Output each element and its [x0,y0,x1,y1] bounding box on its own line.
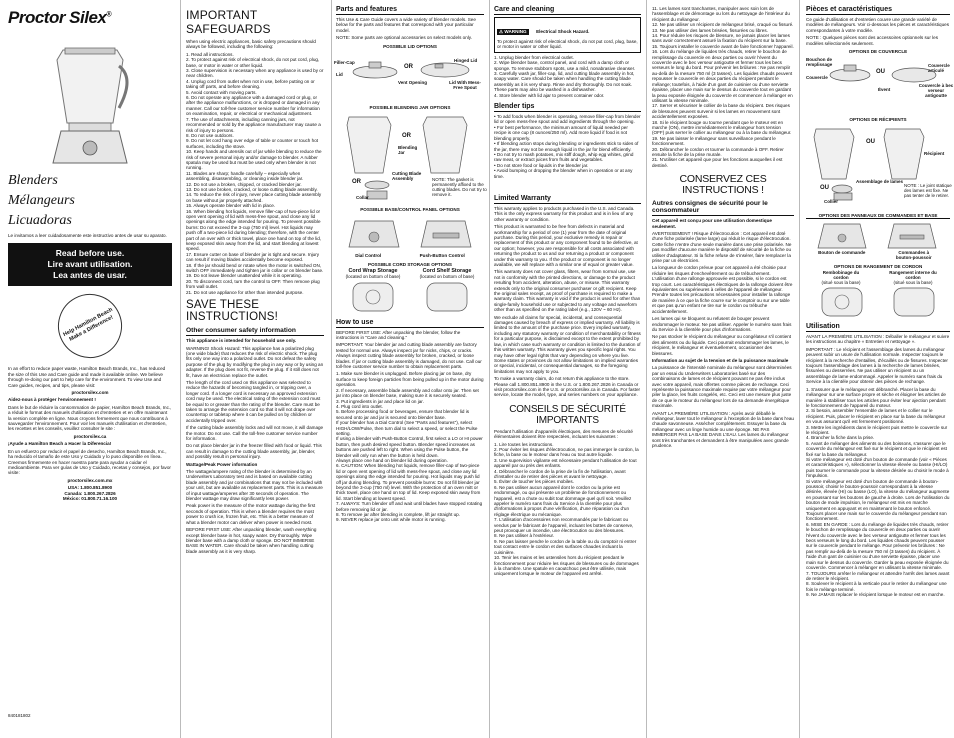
safeguard-item: 2. To protect against risk of electrical shock, do not put cord, plug, base, or motor in water or other liquid. [186,57,320,68]
label-or: OR [404,63,413,70]
fr-safeguard-item: 21. N'utiliser cet appareil que pour les fonctions auxquelles il est destiné. [652,157,783,168]
howto-step: If using a blender with Push-Button Control, first select a LO or HI power button, then push desired speed button. Blender speed increases as buttons are pushed left to right. When using the Pulse button, the blender will only run when the button is held down. [336,436,483,458]
fr-safeguard-item: 12. Ne pas utiliser un récipient de mélangeur brisé, craqué ou fissuré. [652,22,794,28]
howto-step: 7. ALWAYS: Turn blender off and wait until blades have stopped rotating before removing lid or jar. [336,501,483,512]
online-note-fr: Dans le but de réduire la consommation de papier, Hamilton Beach Brands, Inc., a réduit le format des manuels d'utilisation et d'entretien et en offre maintenant la version complète en ligne. Nous croyons fermement que nous contribuons à sauvegarder l'environnement. Pour voir les manuels d'utilisation et d'entretien, les recettes et les conseils, veuillez consulter le site : [8,404,172,432]
fr-use-step: 2. Si besoin, assembler l'ensemble de lames et le collier sur le récipient. Puis, placer le récipient en place sur la base du mélangeur en vous assurant qu'il est fermement positionné. [806,408,946,425]
tip-item: • If blending action stops during blending or ingredients stick to sides of the jar, there may not be enough liquid in the jar for blend efficiently. [494,141,639,152]
badge-text: Help Hamilton Beach Make a Difference! [62,307,115,344]
care-step: 4. Store blender with lid ajar to prevent container odor. [494,92,605,98]
fr-save-title: CONSERVEZ CES INSTRUCTIONS ! [679,173,767,197]
fr-cord-note: La longueur de cordon prévue pour cet appareil a été choisie pour réduire les risques d'enchevêtrement ou de trébuchement. L'utilisation d'une rallonge approuvée est possible, si le cordon est trop court. Les caractéristiques électriques de la rallonge doivent être équivalentes ou supérieures à celles de l'appareil de mélangeur. Prendre toutes les précautions nécessaires pour installer la rallonge de manière à ce que la fiche courre sur le comptoir ou sur une table et que pas qu'un enfant ne tire sur le cordon ou trébuche accidentellement. [652,265,793,314]
safeguard-item: 12. Do not use a broken, chipped, or cracked blender jar. [186,181,302,187]
title-fr: Mélangeurs [8,193,75,208]
phone-canada: Canada: 1.800.267.2826 [64,490,116,496]
label-cutting-blade: Cutting Blade Assembly [392,170,422,181]
howto-step: 6. CAUTION: When blending hot liquids, remove filler-cap of two-piece lid or open vent opening of lid with mess-free spout, and close any lid openings along the edge intended for pouring. Hot liquids may push lid off jar during blending. To prevent possible burns: Do not fill blender jar beyond the 3-cup (750 ml) level. With the protection of an oven mitt or thick towel, place one hand on top of lid. Keep exposed skin away from lid. Start blending at lowest speed. [336,463,481,501]
fr-use-step: 4. Brancher la fiche dans la prise. [806,435,875,441]
label-mess-free-lid: Lid With Mess-Free Spout [449,79,481,90]
care-steps [494,55,641,98]
other-safety-heading: Other consumer safety information [186,327,324,336]
label-filler-cap: Filler-Cap [334,59,355,65]
fr-panel-options-heading: OPTIONS DES PANNEAUX DE COMMANDES ET BASE [806,213,950,219]
polarized-plug-note: WARNING! Shock Hazard: This appliance has a polarized plug (one wide blade) that reduces the risk of electric shock. The plug fits only one way into a polarized outlet. Do not defeat the safety purpose of the plug by modifying the plug in any way or by using an adapter. If the plug does not fit, reverse the plug. If it still does not fit, have an electrician replace the outlet. [186,345,324,378]
document-code: 840181802 [8,713,31,718]
fr-lid-options-heading: OPTIONS DE COUVERCLE [848,49,908,55]
fr-use-steps [806,387,950,598]
label-or-jar: OR [402,132,411,139]
lid-options-heading: POSSIBLE LID OPTIONS [383,43,437,49]
howto-step: 9. NEVER replace jar onto unit while motor is running. [336,517,446,523]
fr-wattage-heading: Information au sujet de la tension et de la puissance maximale [652,357,789,363]
phone-usa: USA: 1.800.851.8900 [67,485,113,491]
url-es-text: proctorsilex.com.mx [67,477,113,483]
fr-other-safety-heading: Autres consignes de sécurité pour le consommateur [652,200,794,216]
tip-item: • Do not store food or liquids in the blender jar. [494,162,589,168]
warning-heading: Electrical Shock Hazard. [536,29,590,34]
url-fr-text: proctorsilex.ca [73,433,107,439]
read-en: Read before use. [55,248,125,259]
fr-safeguard-item: 13. Ne pas utiliser des lames brisées, fissurées ou libres. [652,27,768,33]
fr-label-filler-cap: Bouchon de remplissage [806,57,833,68]
fr-safeguard-item: 15. Toujours installer le couvercle avant de faire fonctionner l'appareil. [652,43,794,49]
household-use-note: This appliance is intended for household use only. [186,338,297,344]
howto-step: Always place one hand on blender lid during operation. [336,457,448,463]
fr-use-step: 3. Mettre les ingrédients dans le récipient puis mettre le couvercle sur le récipient. [806,424,948,435]
fr-label-lid: Couvercle [806,75,828,81]
safeguard-item: 1. Read all instructions. [186,51,234,57]
fr-safeguards-list-continued [652,6,794,168]
fr-safeguard-item: 2. Pour éviter les risques d'électrocution, ne pas immerger le cordon, la fiche, la base ou le moteur dans l'eau ou tout autre liquide. [494,446,639,458]
safeguard-item: 14. To reduce the risk of injury, never place cutting blade assembly on base without jar properly attached. [186,192,322,203]
fr-cord-wrap-block [817,270,865,285]
fr-use-step: Toujours placer une main sur le couvercle du mélangeur pendant son fonctionnement. [806,511,947,522]
fr-gasket-note: NOTE : Le joint statique des lames est fixe. Ne pas tenter de le retirer. [904,183,952,199]
fr-label-mess-free-lid: Couvercle à bec verseur antigoutte [918,83,954,99]
howto-important: IMPORTANT: Your blender jar and cutting blade assembly are factory tested for normal use. Always inspect jar for nicks, chips, or cracks. Always inspect cutting blade assembly for broken, cracked, or loose blades. If jar or cutting blade assembly is damaged, do not use. Call our toll-free customer service number to obtain replacement parts. [336,342,482,370]
fr-safeguard-item: 1. Lire toutes les instructions. [494,441,554,447]
howto-step: If your blender has a Dial Control (See "Parts and features"), select HIGH/LOW/Pulse, then turn dial to select a speed, or select the Pulse setting. [336,420,478,436]
parts-title: Parts and features [336,6,484,15]
howto-step: 1. Make sure blender is unplugged. Before placing jar on base, dry surface to keep foreign particles from being pulled up in the motor during operation. [336,371,484,388]
wattage-heading: Wattage/Peak Power information [186,461,258,467]
label-lid: Lid [336,71,343,77]
fr-parts-note: NOTE : Quelques pièces sont des accessoires optionnels sur les modèles sélectionnés seulement. [806,35,939,46]
fr-safeguards-title: CONSEILS DE SÉCURITÉ IMPORTANTS [509,403,626,426]
safeguard-item: 13. Do not use broken, cracked, or loose cutting blade assembly. [186,186,318,192]
fr-use-step: 8. Soulever le récipient à la verticale pour le retirer du mélangeur une fois le mélange terminé. [806,581,947,592]
tips-title: Blender tips [494,103,641,112]
read-before-use-box [8,243,172,286]
fr-cord-shelf-block [887,270,939,285]
parts-column [332,0,488,738]
cord-wrap-block [346,268,401,279]
safeguards-column [180,0,330,738]
warranty-title: Limited Warranty [494,195,641,204]
fr-panel-options-diagram [806,220,950,250]
safeguard-item: 4. Unplug cord from outlet when not in use, before putting on or taking off parts, and before cleaning. [186,78,315,90]
fr-safeguard-item: 16. Lors du mélange de liquides très chauds, retirer le bouchon de remplissage du couvercle en deux parties ou ouvrir l'évent du couvercle avec le bec verseur antigoutte et fermer tous les becs verseurs le long du bord. Pour prévenir les brûlures : Ne pas remplir au-delà de la mesure 750 ml (3 tasses). Les liquides chauds peuvent repousser le couvercle en deux parties du récipient pendant le mélange; toutefois, à l'aide d'un gant de cuisinier ou d'une serviette épaisse, placer une main sur le dessus du couvercle tout en gardant la peau exposée éloignée du couvercle et commencer à mélanger en utilisant la vitesse minimale. [652,49,793,103]
online-head-fr: Aidez-nous à protéger l'environnement ! [8,397,96,403]
warranty-p1: This warranty applies to products purchased in the U.S. and Canada. This is the only express warranty for this product and is in lieu of any other warranty or condition. [494,205,635,222]
url-en-text: proctorsilex.com [71,390,109,396]
fr-wattage-text: La puissance de l'intensité nominale du mélangeur sont déterminées par un essai du Underwriters Laboratories basé sur des combinaisons de lames et de récipient pouvant ne pas être inclus avec votre appareil, mais offertes comme pièces de rechange. Ceci représente la puissance maximale requise par votre mélangeur pour piler la glace, les fruits congelés, etc. Ceci est une mesure plus juste de ce que le moteur du mélangeur lors de sa demande énergétique maximale. [652,365,792,409]
read-es: Lea antes de usar. [53,270,127,281]
blender-illustration [35,38,145,168]
howto-steps [336,371,484,522]
label-cord-shelf-location: (located on bottom of base) [419,273,475,279]
fr-freezer-note: Ne pas stocker le récipient du mélangeur ou congélateur s'il contient des aliments ou du liquide. Ceci pourrait endommager les lames, le récipient, le mélangeur et éventuellement, occasionner des blessures. [652,334,792,356]
fr-safeguard-item: 9. Ne pas laisser pendre le cordon de la table ou du comptoir ni entrer tout contact entre le cordon et des surfaces chaudes incluant la cuisinière. [494,538,637,555]
tip-item: • To add foods when blender is operating, remove filler-cap from blender lid or open mess-free spout and add ingredients through the opening. [494,114,641,125]
freezer-note: Do not place blender jar in the freezer filled with food or liquid. This can result in damage to the cutting blade assembly, jar, blender, and possibly result in personal injury. [186,443,322,460]
fr-safeguard-item: 4. Débrancher le cordon de la prise de la fin de l'utilisation, avant d'installer ou de retirer des pièces et avant le nettoyage. [494,468,626,479]
fr-label-vent: Évent [878,87,891,93]
label-push-button-control: Push-Button Control [419,252,465,258]
fr-label-cord-wrap: Rembobinage du cordon [822,270,860,281]
difference-badge [47,283,134,370]
howto-step: 8. To remove jar after blending is complete, lift jar straight up. [336,512,461,518]
safeguard-item: 15. Always operate blender with lid in place. [186,203,276,209]
cord-options-heading: POSSIBLE CORD STORAGE OPTIONS [368,261,452,267]
url-fr[interactable] [8,434,172,439]
gasket-note: NOTE: The gasket is permanently affixed to the cutting blades. Do not try to remove it. [432,176,487,197]
safeguard-item: 20. To disconnect cord, turn the control to OFF. Then remove plug from wall outlet. [186,278,320,290]
howto-step: 5. Before processing food or beverages, ensure that blender lid is secured onto jar and jar is secured onto blender base. [336,409,470,420]
howto-first-use: BEFORE FIRST USE: After unpacking the blender, follow the instructions in "Care and cleaning." [336,329,461,341]
fr-polarized-note: AVERTISSEMENT ! Risque d'électrocution : Cet appareil est doté d'une fiche polarisée (lame large) qui réduit le risque d'électrocution. Cette fiche n'entre d'une seule manière dans une prise polarisée. Ne pas modifier d'aucune manière le dispositif de sécurité de la fiche ou utiliser d'adaptateur. Si la fiche refuse de s'insérer, faire remplacer la prise par un électricien. [652,231,792,264]
label-blending-jar: Blending Jar [398,144,418,155]
label-cord-shelf: Cord Shelf Storage [422,267,472,274]
care-step: 1. Unplug blender from electrical outlet. [494,54,574,60]
fr-before-first-use: AVANT LA PREMIÈRE UTILISATION : Après avoir déballé le mélangeur, laver tout le mélangeur à l'exception de la base dans l'eau chaude savonneuse. Assécher complètement. Essuyer la base du mélangeur avec un linge humide ou une éponge. NE PAS IMMERGER PAS LA BASE DANS L'EAU. Les lames du mélangeur sont très tranchantes et demandent à être manipulées avec grande prudence. [652,410,794,449]
safeguards-list [186,52,324,295]
safeguard-item: 9. Do not let cord hang over edge of table or counter or touch hot surfaces, including the stove. [186,138,319,149]
tip-item: • Do not try to mash potatoes, mix stiff dough, whip egg whites, grind raw meat, or extract juices from fruits and vegetables. [494,151,634,163]
cord-storage-diagram [337,279,483,315]
care-title: Care and cleaning [494,6,641,15]
fr-safeguard-item: 5. Éviter de toucher les pièces mobiles. [494,479,574,485]
fr-use-step: Si votre mélangeur est doté d'un bouton de commande (voir « Pièces et caractéristiques »), sélectionner la vitesse élevée ou basse (HI/LO) puis tourner le commande pour la vitesse désirée ou choisir le mode à l'impulsion. [806,456,949,479]
safeguard-item: 17. Ensure cutter on base of blender jar is tight and secure. Injury can result if moving blades accidentally become exposed. [186,251,320,263]
warning-label: WARNING [504,29,527,34]
fr-label-dial-control: Bouton de commande [818,250,866,256]
fr-jar-options-heading: OPTIONS DE RÉCIPIENTS [849,117,907,123]
label-vent-opening: Vent Opening [398,79,428,85]
fr-label-jar: Récipient [924,151,945,157]
cord-length-note: The length of the cord used on this appliance was selected to reduce the hazards of becoming tangled in, or tripping over, a longer cord. If a longer cord is necessary an approved extension cord may be used. The electrical rating of the extension cord must be equal to or greater than the rating of the blender. Care must be taken to arrange the extension cord so that it will not drape over countertop or tabletop where it can be pulled on by children or accidentally tripped over. [186,379,321,423]
label-dial-control: Dial Control [355,252,382,258]
fr-blade-lock-note: Les lames qui se bloquent ou refusent de bouger peuvent endommager le moteur. Ne pas utiliser. Appeler le numéro sans frais du Service à la clientèle pour plus d'informations. [652,316,792,332]
fr-label-blades: Assemblage de lames [856,179,904,185]
shock-warning-box [494,17,641,53]
fr-use-step: 5. Avant de mélanger des aliments ou des boissons, s'assurer que le couvercle du mélangeur est fixé sur le récipient et que le récipient est fixé sur la base du mélangeur. [806,440,947,457]
fr-label-or-collar: OU [820,185,829,192]
fr-use-step: Si votre mélangeur est doté d'un bouton de commande à bouton-poussoir, choisir le bouton-poussoir correspondant à la vitesse désirée, élevée (HI) ou basse (LO), la vitesse du mélangeur augmente en poussant sur les boutons de gauche à droite. Lors de l'utilisation du bouton de mode impulsion, le mélangeur est mis en marche uniquement en appuyant et en maintenant le bouton enfoncé. [806,478,950,511]
fr-parts-title: Pièces et caractéristiques [806,6,950,15]
label-or-collar: OR [352,178,361,185]
safeguards-title: IMPORTANT SAFEGUARDS [186,8,271,36]
fr-use-step: 6. MISE EN GARDE : Lors du mélange de liquides très chauds, retirer le bouchon de remplissage du couvercle en deux parties ou ouvrir l'évent du couvercle avec le bec verseur antigoutte et fermer tous les becs verseurs le long du bord. Les liquides chauds peuvent pousser sur le couvercle pendant le mélange. Pour prévenir les brûlures : Ne pas remplir au-delà de la mesure 750 ml (3 tasses) du récipient. À l'aide d'un gant de cuisinier ou d'une serviette épaisse, placer une main sur le dessus du couvercle. Garder la peau exposée éloignée du couvercle. Commencer à mélanger en utilisant la vitesse minimale. [806,521,949,571]
parts-note: NOTE: Some parts are optional accessories on select models only. [336,35,473,41]
fr-safeguard-item: 3. Une supervision vigilante est nécessaire pendant l'utilisation de tout appareil par ou près des enfants. [494,457,637,469]
cover-column [0,0,180,738]
blade-lock-note: If the cutting blade assembly locks and will not move, it will damage the motor. Do not use. Call the toll-free customer service number for information. [186,425,324,441]
label-hinged-lid: Hinged Lid [454,57,478,63]
warranty-p4: We exclude all claims for special, incidental, and consequential damages caused by breach of express or implied warranty. All liability is limited to the amount of the purchase price. Every implied warranty, including any statutory warranty or condition of merchantability or fitness for a particular purpose, is disclaimed except to the extent prohibited by law, in which case such warranty or condition is limited to the duration of this written warranty. This warranty gives you specific legal rights. You may have other legal rights that vary depending on where you live. Some states or provinces do not allow limitations on implied warranties or special, incidental, or consequential damages, so the foregoing limitations may not apply to you. [494,314,641,374]
safeguards-intro: When using electric appliances, basic safety precautions should always be followed, including the following: [186,39,316,50]
label-collar: Collar [356,194,369,200]
peak-power-text: Peak power is the measure of the motor wattage during the first seconds of operation. This is when a blender requires the most power to crush ice, frozen fruit, etc. This is a better measure of what a blender motor can deliver when power is needed most. [186,503,316,525]
brand-logo: Proctor Silex® [8,8,112,27]
safeguard-item: 21. Do not use appliance for other than intended purpose. [186,289,304,295]
fr-use-important: IMPORTANT : Le récipient et l'assemblage des lames du mélangeur peuvent subir un usure de l'utilisation normale. Inspecter toujours le récipient à la recherche d'entailles, d'écaillés ou de fissures. Inspecter toujours l'assemblage des lames à la recherche de lames brisées, fissurées ou desserrées. Ne pas utiliser un récipient ou un assemblage de lame endommagé. Appeler le numéro sans frais du Service à la clientèle pour obtenir des pièces de rechange. [806,346,948,385]
phone-mexico: México: 01.800.71.16.100 [62,495,118,501]
fr-use-first: AVANT LA PREMIÈRE UTILISATION : Déballer le mélangeur et suivre les instructions au chapitre « Entretien et nettoyage ». [806,334,950,345]
care-step: 2. Wipe blender base, control panel, and cord with a damp cloth or sponge. To remove stubborn spots, use a mild, nonabrasive cleanser. [494,60,636,71]
jar-options-heading: POSSIBLE BLENDING JAR OPTIONS [369,104,451,110]
intro-es: Le invitamos a leer cuidadosamente este instructivo antes de usar su aparato. [8,233,167,238]
tips-list [494,114,641,179]
safeguard-item: 7. The use of attachments, including canning jars, not recommended or sold by the appliance manufacturer may cause a risk of injury to persons. [186,116,321,133]
fr-label-cord-wrap-location: (situé sous la base) [821,280,861,286]
fr-safeguard-item: 10. Tenir les mains et les ustensiles hors du récipient pendant le fonctionnement pour réduire les risques de blessures ou de dommages à la chambre. Une spatule en caoutchouc peut être utilisée, mais uniquement lorsque le moteur de l'appareil est arrêté. [494,555,639,577]
read-fr: Lire avant utilisation. [47,259,133,270]
warning-icon: ⚠ WARNING [499,29,527,34]
how-to-use-title: How to use [336,319,484,328]
title-en: Blenders [8,173,58,188]
fr-household-note: Cet appareil est conçu pour une utilisation domestique seulement. [652,218,772,229]
warranty-p2: This product is warranted to be free from defects in material and workmanship for a period of one (1) year from the date of original purchase. During this period, your exclusive remedy is repair or replacement of this product or any component found to be defective, at our option; however, you are responsible for all costs associated with returning the product to us and our returning a product or component under this warranty to you. If the product or component is no longer available, we will replace with a similar one of equal or greater value. [494,224,638,267]
safeguard-item: 3. Close supervision is necessary when any appliance is used by or near children. [186,68,324,79]
panel-options-diagram [337,213,483,253]
fr-safeguard-item: 20. Débrancher le cordon et tourner la commande à OFF. Retirer ensuite la fiche de la prise murale. [652,146,784,157]
cord-shelf-block [420,268,475,279]
panel-options-heading: POSSIBLE BASE/CONTROL PANEL OPTIONS [360,206,460,212]
safeguard-item: 8. Do not use outdoors. [186,132,234,138]
safeguard-item: 6. Do not operate any appliance with a damaged cord or plug, or after the appliance malfunctions, or is dropped or damaged in any manner. Call our toll-free customer service number for information on examination, repair, or electrical or mechanical adjustment. [186,95,320,117]
fr-label-hinged-lid: Couvercle articulé [928,63,950,74]
howto-step: 2. If necessary, assemble blade assembly and collar onto jar. Then set jar into place on blender base, making sure it is securely seated. [336,387,479,399]
fr-parts-column [800,0,954,738]
url-es[interactable] [8,478,172,483]
safeguard-item: 5. Avoid contact with moving parts. [186,89,257,95]
fr-safeguards-list [494,442,641,577]
safeguard-item: 10. Keep hands and utensils out of jar while blending to reduce the risk of severe personal injury and/or damage to blender. A rubber spatula may be used but must be used only when blender is not running. [186,149,322,171]
tip-item: • Avoid bumping or dropping the blender when in operation or at any time. [494,168,633,179]
online-head-es: ¡Ayude a Hamilton Beach a Hacer la Diferencia! [8,441,112,447]
online-note-en: In an effort to reduce paper waste, Hamilton Beach Brands, Inc., has reduced the size of this Use and Care guide and made it available online. We believe through re-doing our part to help care for the environment. To view Use and Care guides, recipes, and tips, please visit: [8,366,166,388]
fr-label-or: OU [876,69,885,76]
save-instructions-title: SAVE THESE INSTRUCTIONS! [186,299,279,324]
safeguard-item: 16. When blending hot liquids, remove filler-cap of two-piece lid or open vent opening of lid with mess-free spout, and close any lid openings along the edge intended for pouring. To prevent possible burns: Do not exceed the 3-cup (750 ml) level. Hot liquids may push off a two-piece lid during blending; therefore, with the center part of an over with or thick towel, place one hand on top of the lid, keep exposed skin away from the lid, and start blending at lowest speed. [186,208,322,252]
before-first-use-text: BEFORE FIRST USE: After unpacking blender, wash everything except blender base in hot, soapy water. Dry thoroughly. Wipe blender base with a damp cloth or sponge. DO NOT IMMERSE BASE IN WATER. Care should be taken when handling cutting blade assembly as it is very sharp. [186,527,317,554]
fr-use-step: 1. S'assurer que le mélangeur est débranché. Placer la base du mélangeur sur une surface propre et sèche et éloigner les articles de manière à stabiliser tous les articles pour éviter leur ajection pendant le fonctionnement de l'appareil du moteur. [806,386,946,408]
safeguard-item: 18. If the jar should bend or rotate when the motor is switched ON, switch OFF immediately and tighten jar in collar or on blender base. [186,262,324,274]
fr-safety-column [648,0,798,738]
fr-label-push-button: Commandes à bouton-poussoir [895,250,932,261]
label-cord-wrap: Cord Wrap Storage [348,267,398,274]
fr-label-or-jar: OU [866,139,875,146]
fr-safeguard-item: 7. L'utilisation d'accessoires non recommandés par le fabricant ou vendus par le fabricant de l'appareil, incluant les bottes de conserve, peut provoquer un incendie, une électrocution ou des blessures. [494,517,634,534]
fr-cord-storage-diagram [806,285,950,319]
fr-safeguard-item: 19. Ne pas laisser le mélangeur sans surveillance pendant le fonctionnement. [652,135,776,147]
warranty-p5: To make a warranty claim, do not return this appliance to the store. Please call 1.800.851.8900 in the U.S. or 1.800.267.2826 in Canada or visit proctorsilex.com in the U.S. or proctorsilex.ca in Canada. For faster service, locate the model, type, and series numbers on your appliance. [494,376,641,398]
label-cord-wrap-location: (located on bottom of base) [345,273,401,279]
fr-label-cord-shelf: Rangement interne du cordon [889,270,937,281]
warning-text: To protect against risk of electrical shock, do not put cord, plug, base, or motor in water or other liquid. [497,39,638,50]
fr-safeguard-item: 6. Ne pas utiliser aucun appareil dont le cordon ou la prise est endommagé, ou qui présente un problème de fonctionnement ou l'appareil, est a chute ou subit tout dommage quel qu'il soit. Veuillez appeler le numéro sans frais du Service à la clientèle pour plus d'informations à propos d'une vérification, d'une réparation ou d'un réglage électrique ou mécanique. [494,484,632,517]
fr-use-step: 7. TOUJOURS arrêter le mélangeur et attendre l'arrêt des lames avant de retirer le récipient. [806,570,950,581]
fr-safeguard-item: 17. Serrer et sécuriser le collier de la base du récipient. Des risques de blessures peuvent survenir si les lames en mouvement sont accidentellement exposées. [652,103,790,120]
howto-step: 4. Plug cord into outlet. [336,403,383,409]
online-note-es: En un esfuerzo por reducir el papel de desecho, Hamilton Beach Brands, Inc., ha reducido el tamaño de este Uso y Cuidado y lo puso disponible en línea. Creemos firmemente en hacer nuestra parte para ayudar a cuidar el medioambiente. Para ver guías de Uso y Cuidado, recetas y consejos, por favor visite: [8,448,171,476]
care-column [490,0,645,738]
wattage-text: The wattage/ampere rating of the blender is determined by an Underwriters Laboratory test and is based on available cutting blade assembly and jar combinations that may not be included with your unit, but are available as replacement parts. This is a measure of input wattage/amperes after 30 seconds of operation. The blender wattage may draw significantly less power. [186,469,323,502]
fr-use-step: 9. Ne JAMAIS replacer le récipient lorsque le moteur est en marche. [806,592,945,598]
fr-safeguards-intro: Pendant l'utilisation d'appareils électriques, des mesures de sécurité élémentaires doivent être respectées, incluant les suivantes : [494,428,633,440]
care-step: 3. Carefully wash jar, filler-cap, lid, and cutting blade assembly in hot, soapy water. Care should be taken when handling the cutting blade assembly as it is very sharp. Rinse and dry thoroughly. Do not soak. These parts may also be washed in a dishwasher. [494,71,635,93]
fr-safeguard-item: 14. Pour réduire les risques de blessure, ne jamais placer les lames sans avoir correctement assuré la fixation du récipient sur la base. [652,33,790,44]
fr-label-collar: Collier [824,199,839,205]
warranty-p3: This warranty does not cover glass, filters, wear from normal use, use not in conformity with the printed directions, or damage to the product resulting from accident, alteration, abuse, or misuse. This warranty extends only to the original consumer purchaser or gift recipient. Keep the original sales receipt, as proof of purchase is required to make a warranty claim. This warranty is void if the product is used for other than single-family household use or subjected to any voltage and waveform other than as specified on the rating label (e.g., 120V ~ 60 Hz). [494,269,641,313]
safeguard-item: 11. Blades are sharp; handle carefully – especially when assembling, disassembling, or cleaning inside blender jar. [186,170,304,182]
parts-intro: This Use & Care Guide covers a wide variety of blender models. See below for the parts and features that correspond with your particular model. [336,17,476,33]
fr-safeguard-item: 18. Si le récipient bouge ou tourne pendant que le moteur est en marche (ON), mettre immédiatement le mélangeur hors tension (OFF) puis serrer le collier au mélangeur ou à la base du mélangeur. [652,119,792,136]
fr-safeguard-item: 11. Les lames sont tranchantes, manipuler avec soin lors de l'assemblage et de démontage ou lors du nettoyage de l'intérieur du récipient du mélangeur. [652,6,790,22]
howto-step: 3. Put ingredients in jar and place lid on jar. [336,398,424,404]
title-es: Licuadoras [8,213,72,228]
fr-use-title: Utilisation [806,323,950,332]
column-divider [646,0,647,738]
tip-item: • For best performance, the minimum amount of liquid needed per recipe is one cup (8 ounces/250 ml). Add more liquid if food is not blending properly. [494,124,628,141]
url-en[interactable] [8,390,172,395]
safeguard-item: 19. Do not leave blender unattended while it is operating. [186,273,302,279]
fr-safeguard-item: 8. Ne pas utiliser à l'extérieur. [494,533,555,539]
fr-label-cord-shelf-location: (situé sous la base) [893,280,933,286]
fr-parts-intro: Ce guide d'utilisation et d'entretien couvre une grande variété de modèles de mélangeurs. Voir ci-dessous les pièces et caractéristiques correspondantes à votre modèle. [806,17,949,33]
fr-cord-options-heading: OPTIONS DE RANGEMENT DE CORDON [833,264,923,270]
